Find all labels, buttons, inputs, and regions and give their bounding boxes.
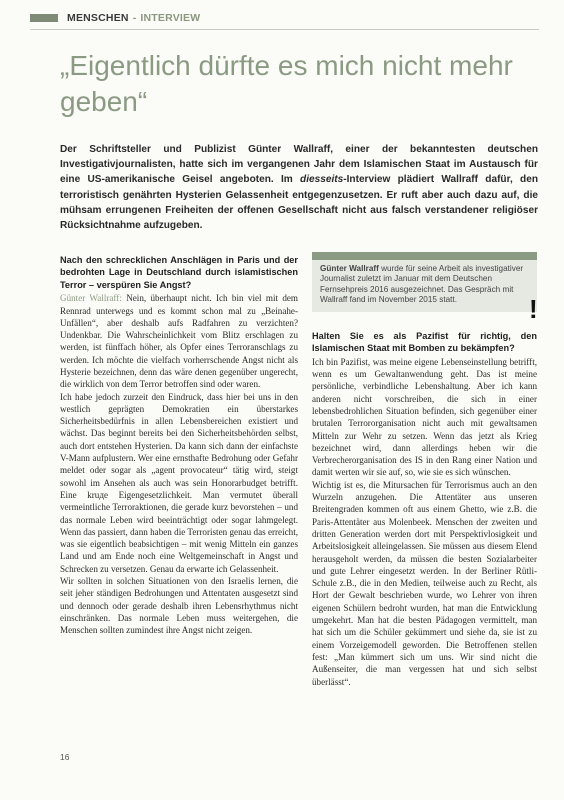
answer-paragraph: Ich bin Pazifist, was meine eigene Lebenseinstellung betrifft, wenn es um Gewaltanwendung geht. Das ist meine persönliche, verbindliche Lebenshaltung. Aber ich kann anderen nicht vorschreiben, die sich in einer lebensbedrohlichen Situation befinden, sich gegenüber einer brutalen Terrororganisation nicht auch mit gewaltsamen Mitteln zur Wehr zu setzen. Wenn das jetzt als Krieg bezeichnet wird, dann allerdings heben wir die Verbrecherorganisation des IS in den Rang einer Nation und damit werten wir sie auf, so, wie sie es sich wünschen. — [312, 356, 537, 478]
section-color-bar — [30, 14, 58, 22]
header-rule — [30, 29, 539, 30]
right-column — [312, 330, 537, 688]
answer-paragraph: Ich habe jedoch zurzeit den Eindruck, dass hier bei uns in den westlich geprägten Demokratien ein überstarkes Sicherheitsbedürfnis in allen Lebensbereichen existiert und wächst. Das beginnt bereits bei den Sicherheitsbehörden selbst, auch dort entstehen Hysterien. Da kann sich dann der einfachste V-Mann aufplustern. Wer eine ernsthafte Bedrohung oder Gefahr meldet oder sogar als „agent provocateur“ tätig wird, steigt sowohl im Ansehen als auch was sein Honorarbudget betrifft. Eine kruде Eigengesetzlichkeit. Man vermutet überall vermeintliche Terroraktionen, die gerade kurz bevorstehen – und das normale Leben wird beeinträchtigt oder sogar lahmgelegt. Wenn das passiert, dann haben die Terroristen genau das erreicht, was sie eigentlich beabsichtigen – mit wenig Mitteln ein ganzes Land und am Ende noch eine Weltgemeinschaft in Angst und Schrecken zu versetzen. Genau da erwarte ich Gelassenheit. — [60, 391, 298, 574]
left-column — [60, 254, 298, 637]
lede-text-2: -Interview plädiert Wallraff dafür, den terroristisch genährten Hysterien Gelassenheit entgegenzusetzen. Er ruft aber auch dazu auf, die mühsam errungenen Freiheiten der offenen Gesellschaft nicht aus falsch verstandener religiöser Rücksichtnahme aufzugeben. — [60, 174, 538, 232]
lede-magazine-name: diesseits — [300, 174, 344, 186]
question-2: Halten Sie es als Pazifist für richtig, den Islamischen Staat mit Bomben zu bekämpfen? — [312, 331, 537, 354]
answer-text: Nein, überhaupt nicht. Ich bin viel mit dem Rennrad unterwegs und es kommt schon mal zu „Beinahe-Unfällen“, aber deshalb aufs Radfahren zu verzichten? Undenkbar. Die Wahrscheinlichkeit vom Blitz erschlagen zu werden, ist fünffach höher, als Opfer eines Terroranschlags zu werden. Ich möchte die vielfach vorherrschende Angst nicht als Hysterie bezeichnen, denn das wäre denen gegenüber ungerecht, die wirklich von dem Terror betroffen sind oder waren. — [60, 293, 298, 390]
page-number: 16 — [60, 752, 70, 762]
answer-paragraph: Wir sollten in solchen Situationen von den Israelis lernen, die seit jeher ständigen Bedrohungen und Attentaten ausgesetzt sind und dennoch oder gerade deshalb ihren Lebensrhythmus nicht einschränken. Das normale Leben muss weitergehen, die Menschen sollten zumindest ihre Angst nicht zeigen. — [60, 576, 298, 636]
speaker-label: Günter Wallraff: — [60, 293, 122, 304]
section-sublabel: INTERVIEW — [140, 12, 201, 24]
handwritten-exclamation-mark: ! — [529, 294, 538, 324]
answer-paragraph — [60, 292, 298, 390]
info-box-text — [320, 264, 529, 306]
question-1: Nach den schrecklichen Anschlägen in Paris und der bedrohten Lage in Deutschland durch islamistischen Terror – verspüren Sie Angst? — [60, 255, 298, 290]
info-box-name: Günter Wallraff — [320, 264, 379, 273]
section-separator: - — [132, 12, 137, 24]
article-lede — [60, 142, 538, 233]
article-title: „Eigentlich dürfte es mich nicht mehr geben“ — [60, 50, 513, 117]
section-label: MENSCHEN — [67, 12, 129, 24]
lede-text-1: Der Schriftsteller und Publizist Günter Wallraff, einer der bekanntesten deutschen Investigativjournalisten, hatte sich im vergangenen Jahr dem Islamischen Staat im Austausch für eine US-amerikanische Geisel angeboten. Im — [60, 144, 538, 186]
section-header — [30, 12, 200, 24]
info-box-body: wurde für seine Arbeit als investigativer Journalist zuletzt im Januar mit dem Deutschen Fernsehpreis 2016 ausgezeichnet. Das Gespräch mit Wallraff fand im November 2015 statt. — [320, 264, 524, 305]
answer-paragraph: Wichtig ist es, die Mitursachen für Terrorismus auch an den Wurzeln anzugehen. Die Attentäter aus unseren Breitengraden kommen oft aus einem Ghetto, wie z.B. die Paris-Attentäter aus Molenbeek. Menschen der zweiten und dritten Generation werden dort mit Perspektivlosigkeit und Arbeitslosigkeit alleingelassen. Sie müssen aus diesem Elend herausgeholt werden, da müssen die besten Sozialarbeiter und gute Lehrer eingesetzt werden. In der Berliner Rütli-Schule z.B., die in den Medien, teilweise auch zu Recht, als Hort der Gewalt beschrieben wurde, wo Lehrer von ihren eigenen Schülern bedroht wurden, hat man die Entwicklung umgekehrt. Man hat die besten Pädagogen vermittelt, man hat sich um die Schüler gekümmert und siehe da, sie ist zu einem Vorzeigemodell geworden. Die Betroffenen stellen fest: „Man kümmert sich um uns. Wir sind nicht die Außenseiter, die man vergessen hat und sich selbst überlässt“. — [312, 479, 537, 687]
info-box — [312, 252, 537, 312]
